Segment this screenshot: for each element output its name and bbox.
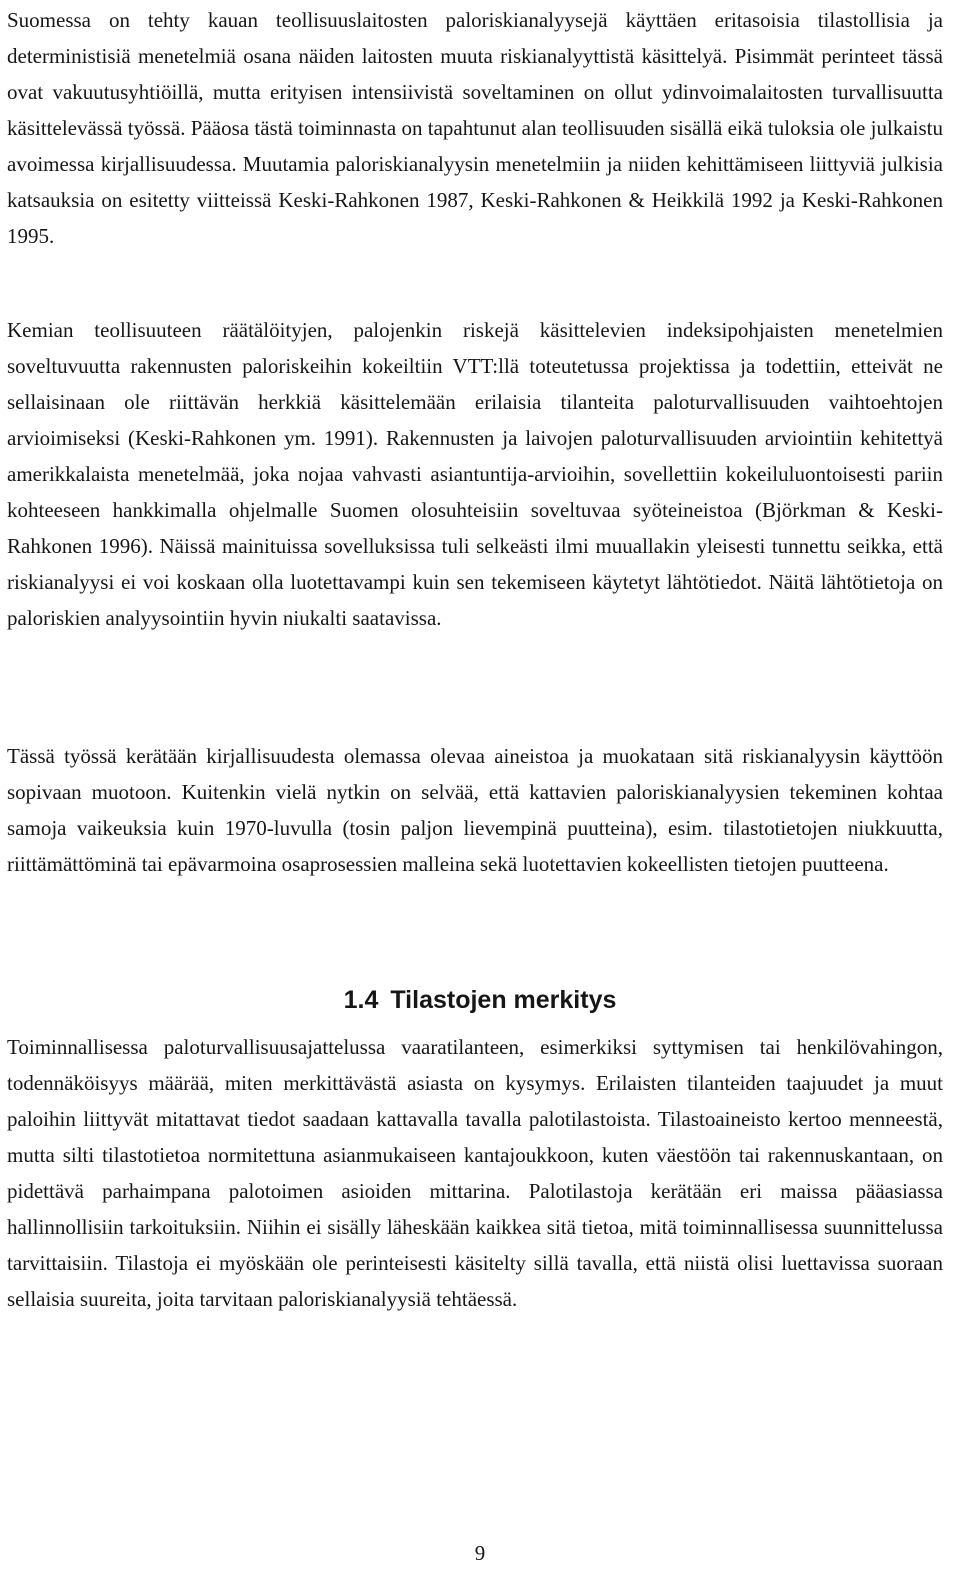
paragraph-index-methods: Kemian teollisuuteen räätälöityjen, palojenkin riskejä käsittelevien indeksipohjaisten menetelmien soveltuvuutta rakennusten paloriskeihin kokeiltiin VTT:llä toteutetussa projektissa ja todettiin, etteivät ne sellaisinaan ole riittävän herkkiä käsittelemään erilaisia tilanteita paloturvallisuuden vaihtoehtojen arvioimiseksi (Keski-Rahkonen ym. 1991). Rakennusten ja laivojen paloturvallisuuden arviointiin kehitettyä amerikkalaista menetelmää, joka nojaa vahvasti asiantuntija-arvioihin, sovellettiin kokeiluluontoisesti pariin kohteeseen hankkimalla ohjelmalle Suomen olosuhteisiin soveltuvaa syöteineistoa (Björkman & Keski-Rahkonen 1996). Näissä mainituissa sovelluksissa tuli selkeästi ilmi muuallakin yleisesti tunnettu seikka, että riskianalyysi ei voi koskaan olla luotettavampi kuin sen tekemiseen käytetyt lähtötiedot. Näitä lähtötietoja on paloriskien analyysointiin hyvin niukalti saatavissa. [7,318,943,630]
section-title: Tilastojen merkitys [390,986,617,1014]
section-number: 1.4 [343,986,379,1014]
section-heading [0,982,960,1018]
paragraph-statistics-importance: Toiminnallisessa paloturvallisuusajattelussa vaaratilanteen, esimerkiksi syttymisen tai henkilövahingon, todennäköisyys määrää, miten merkittävästä asiasta on kysymys. Erilaisten tilanteiden taajuudet ja muut paloihin liittyvät mitattavat tiedot saadaan kattavalla tavalla palotilastoista. Tilastoaineisto kertoo menneestä, mutta silti tilastotietoa normitettuna asianmukaiseen kantajoukkoon, kuten väestöön tai rakennuskantaan, on pidettävä parhaimpana palotoimen asioiden mittarina. Palotilastoja kerätään eri maissa pääasiassa hallinnollisiin tarkoituksiin. Niihin ei sisälly läheskään kaikkea sitä tietoa, mitä toiminnallisessa suunnittelussa tarvittaisiin. Tilastoja ei myöskään ole perinteisesti käsitelty sillä tavalla, että niistä olisi luettavissa suoraan sellaisia suureita, joita tarvitaan paloriskianalyysiä tehtäessä. [7,1035,943,1311]
paragraph-this-work: Tässä työssä kerätään kirjallisuudesta olemassa olevaa aineistoa ja muokataan sitä riskianalyysin käyttöön sopivaan muotoon. Kuitenkin vielä nytkin on selvää, että kattavien paloriskianalyysien tekeminen kohtaa samoja vaikeuksia kuin 1970-luvulla (tosin paljon lievempinä puutteina), esim. tilastotietojen niukkuutta, riittämättöminä tai epävarmoina osaprosessien malleina sekä luotettavien kokeellisten tietojen puutteena. [7,744,943,876]
page-number: 9 [474,1541,486,1565]
paragraph-fire-risk-analysis-history: Suomessa on tehty kauan teollisuuslaitosten paloriskianalyysejä käyttäen eritasoisia tilastollisia ja deterministisiä menetelmiä osana näiden laitosten muuta riskianalyyttistä käsittelyä. Pisimmät perinteet tässä ovat vakuutusyhtiöillä, mutta erityisen intensiivistä soveltaminen on ollut ydinvoimalaitosten turvallisuutta käsittelevässä työssä. Pääosa tästä toiminnasta on tapahtunut alan teollisuuden sisällä eikä tuloksia ole julkaistu avoimessa kirjallisuudessa. Muutamia paloriskianalyysin menetelmiin ja niiden kehittämiseen liittyviä julkisia katsauksia on esitetty viitteissä Keski-Rahkonen 1987, Keski-Rahkonen & Heikkilä 1992 ja Keski-Rahkonen 1995. [7,8,943,248]
